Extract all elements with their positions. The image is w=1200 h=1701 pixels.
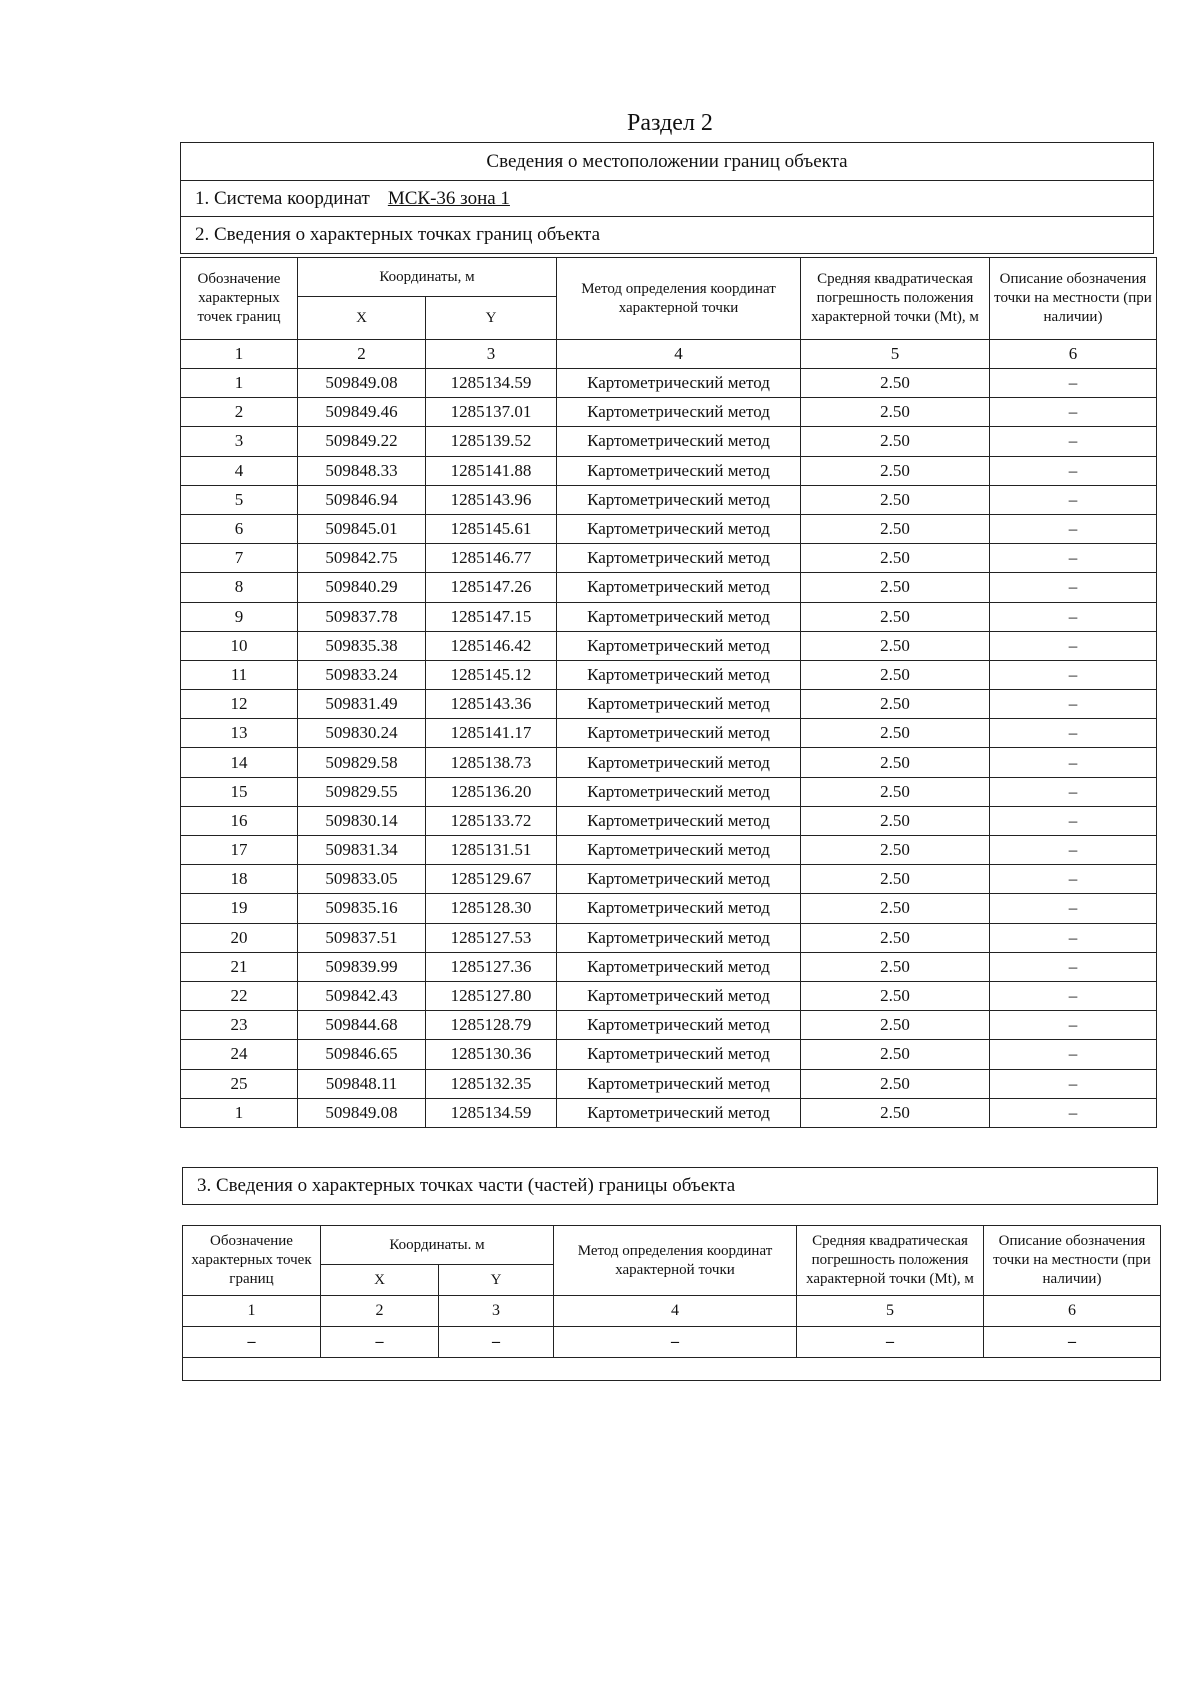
- point-accuracy: 2.50: [801, 602, 990, 631]
- point-accuracy: 2.50: [801, 777, 990, 806]
- table-row: [181, 573, 1157, 602]
- point-x: 509846.94: [298, 485, 426, 514]
- point-accuracy: 2.50: [801, 806, 990, 835]
- parts-col-header-x: X: [321, 1265, 439, 1296]
- point-method: Картометрический метод: [557, 748, 801, 777]
- point-x: 509837.51: [298, 923, 426, 952]
- point-x: 509831.34: [298, 836, 426, 865]
- point-method: Картометрический метод: [557, 865, 801, 894]
- point-x: 509839.99: [298, 952, 426, 981]
- point-x: 509829.55: [298, 777, 426, 806]
- point-method: Картометрический метод: [557, 981, 801, 1010]
- point-y: 1285147.26: [426, 573, 557, 602]
- point-y: 1285143.96: [426, 485, 557, 514]
- point-accuracy: 2.50: [801, 369, 990, 398]
- point-accuracy: 2.50: [801, 894, 990, 923]
- point-method: Картометрический метод: [557, 952, 801, 981]
- point-accuracy: 2.50: [801, 690, 990, 719]
- point-id: 11: [181, 660, 298, 689]
- table-row: [181, 660, 1157, 689]
- point-y: 1285131.51: [426, 836, 557, 865]
- point-method: Картометрический метод: [557, 427, 801, 456]
- point-id: 6: [181, 514, 298, 543]
- col-header-description: Описание обозначения точки на местности (при наличии): [990, 258, 1157, 340]
- parts-col-header-coordinates: Координаты. м: [321, 1226, 554, 1265]
- parts-cell-description: –: [984, 1327, 1161, 1358]
- point-method: Картометрический метод: [557, 456, 801, 485]
- point-id: 1: [181, 369, 298, 398]
- point-method: Картометрический метод: [557, 573, 801, 602]
- point-id: 7: [181, 544, 298, 573]
- parts-cell-method: –: [554, 1327, 797, 1358]
- point-id: 5: [181, 485, 298, 514]
- point-accuracy: 2.50: [801, 748, 990, 777]
- point-id: 22: [181, 981, 298, 1010]
- point-description: –: [990, 427, 1157, 456]
- point-method: Картометрический метод: [557, 631, 801, 660]
- point-id: 1: [181, 1098, 298, 1127]
- point-accuracy: 2.50: [801, 865, 990, 894]
- point-description: –: [990, 719, 1157, 748]
- point-description: –: [990, 865, 1157, 894]
- point-method: Картометрический метод: [557, 1069, 801, 1098]
- point-id: 16: [181, 806, 298, 835]
- point-method: Картометрический метод: [557, 514, 801, 543]
- point-x: 509849.22: [298, 427, 426, 456]
- point-id: 12: [181, 690, 298, 719]
- parts-points-table: [182, 1225, 1161, 1381]
- point-description: –: [990, 602, 1157, 631]
- table-row: [181, 1040, 1157, 1069]
- point-description: –: [990, 777, 1157, 806]
- point-accuracy: 2.50: [801, 981, 990, 1010]
- point-description: –: [990, 369, 1157, 398]
- col-number: 4: [557, 340, 801, 369]
- point-id: 21: [181, 952, 298, 981]
- point-id: 20: [181, 923, 298, 952]
- point-accuracy: 2.50: [801, 456, 990, 485]
- point-method: Картометрический метод: [557, 894, 801, 923]
- point-id: 2: [181, 398, 298, 427]
- point-accuracy: 2.50: [801, 485, 990, 514]
- point-accuracy: 2.50: [801, 719, 990, 748]
- point-method: Картометрический метод: [557, 1040, 801, 1069]
- point-accuracy: 2.50: [801, 1040, 990, 1069]
- point-id: 18: [181, 865, 298, 894]
- parts-col-header-y: Y: [439, 1265, 554, 1296]
- point-id: 14: [181, 748, 298, 777]
- point-x: 509830.14: [298, 806, 426, 835]
- point-x: 509833.05: [298, 865, 426, 894]
- table-row: [181, 602, 1157, 631]
- table-row: [181, 369, 1157, 398]
- point-x: 509849.08: [298, 1098, 426, 1127]
- point-x: 509829.58: [298, 748, 426, 777]
- point-accuracy: 2.50: [801, 1069, 990, 1098]
- points-body: [181, 369, 1157, 1128]
- point-y: 1285141.17: [426, 719, 557, 748]
- table-row: [181, 806, 1157, 835]
- point-x: 509849.08: [298, 369, 426, 398]
- point-y: 1285141.88: [426, 456, 557, 485]
- point-accuracy: 2.50: [801, 631, 990, 660]
- point-accuracy: 2.50: [801, 427, 990, 456]
- table-row: [181, 398, 1157, 427]
- coord-system-label: 1. Система координат: [195, 187, 370, 209]
- point-x: 509848.33: [298, 456, 426, 485]
- table-row: [181, 485, 1157, 514]
- point-description: –: [990, 690, 1157, 719]
- point-x: 509840.29: [298, 573, 426, 602]
- parts-col-number: 5: [797, 1296, 984, 1327]
- point-accuracy: 2.50: [801, 544, 990, 573]
- point-description: –: [990, 952, 1157, 981]
- point-method: Картометрический метод: [557, 1011, 801, 1040]
- parts-col-number: 4: [554, 1296, 797, 1327]
- point-id: 3: [181, 427, 298, 456]
- point-accuracy: 2.50: [801, 952, 990, 981]
- table-row: [181, 514, 1157, 543]
- point-id: 8: [181, 573, 298, 602]
- point-id: 19: [181, 894, 298, 923]
- point-y: 1285136.20: [426, 777, 557, 806]
- point-x: 509830.24: [298, 719, 426, 748]
- point-y: 1285134.59: [426, 1098, 557, 1127]
- point-y: 1285127.36: [426, 952, 557, 981]
- point-description: –: [990, 836, 1157, 865]
- point-y: 1285145.61: [426, 514, 557, 543]
- point-method: Картометрический метод: [557, 398, 801, 427]
- point-accuracy: 2.50: [801, 398, 990, 427]
- point-accuracy: 2.50: [801, 660, 990, 689]
- parts-table-row: [183, 1327, 1161, 1358]
- col-number: 3: [426, 340, 557, 369]
- point-method: Картометрический метод: [557, 690, 801, 719]
- parts-title-table: [182, 1167, 1158, 1205]
- point-method: Картометрический метод: [557, 777, 801, 806]
- point-x: 509849.46: [298, 398, 426, 427]
- point-id: 13: [181, 719, 298, 748]
- parts-col-number: 1: [183, 1296, 321, 1327]
- point-description: –: [990, 631, 1157, 660]
- col-number: 5: [801, 340, 990, 369]
- point-y: 1285132.35: [426, 1069, 557, 1098]
- point-method: Картометрический метод: [557, 923, 801, 952]
- points-section-title: 2. Сведения о характерных точках границ объекта: [181, 217, 1154, 254]
- point-method: Картометрический метод: [557, 806, 801, 835]
- point-method: Картометрический метод: [557, 660, 801, 689]
- point-id: 15: [181, 777, 298, 806]
- point-y: 1285143.36: [426, 690, 557, 719]
- table-row: [181, 748, 1157, 777]
- col-header-y: Y: [426, 297, 557, 340]
- point-x: 509842.75: [298, 544, 426, 573]
- object-boundary-header-table: [180, 142, 1154, 254]
- point-id: 4: [181, 456, 298, 485]
- point-id: 17: [181, 836, 298, 865]
- table-row: [181, 894, 1157, 923]
- point-description: –: [990, 514, 1157, 543]
- parts-cell-y: –: [439, 1327, 554, 1358]
- parts-col-number: 2: [321, 1296, 439, 1327]
- point-x: 509837.78: [298, 602, 426, 631]
- point-description: –: [990, 660, 1157, 689]
- point-description: –: [990, 748, 1157, 777]
- point-accuracy: 2.50: [801, 1011, 990, 1040]
- point-method: Картометрический метод: [557, 1098, 801, 1127]
- point-accuracy: 2.50: [801, 836, 990, 865]
- point-y: 1285128.79: [426, 1011, 557, 1040]
- point-y: 1285147.15: [426, 602, 557, 631]
- point-accuracy: 2.50: [801, 1098, 990, 1127]
- table-row: [181, 719, 1157, 748]
- parts-cell-id: –: [183, 1327, 321, 1358]
- point-y: 1285146.42: [426, 631, 557, 660]
- parts-col-header-method: Метод определения координат характерной точки: [554, 1226, 797, 1296]
- point-id: 25: [181, 1069, 298, 1098]
- section-title: Раздел 2: [627, 110, 713, 136]
- point-y: 1285133.72: [426, 806, 557, 835]
- point-x: 509842.43: [298, 981, 426, 1010]
- col-number: 6: [990, 340, 1157, 369]
- col-header-x: X: [298, 297, 426, 340]
- point-method: Картометрический метод: [557, 485, 801, 514]
- point-id: 9: [181, 602, 298, 631]
- point-description: –: [990, 806, 1157, 835]
- point-y: 1285134.59: [426, 369, 557, 398]
- point-description: –: [990, 894, 1157, 923]
- point-id: 24: [181, 1040, 298, 1069]
- col-header-designation: Обозначение характерных точек границ: [181, 258, 298, 340]
- coord-system-value: МСК-36 зона 1: [387, 187, 510, 209]
- parts-empty-row: [183, 1358, 1161, 1381]
- point-y: 1285146.77: [426, 544, 557, 573]
- table-row: [181, 1069, 1157, 1098]
- point-description: –: [990, 456, 1157, 485]
- point-y: 1285129.67: [426, 865, 557, 894]
- table-row: [181, 427, 1157, 456]
- point-x: 509835.16: [298, 894, 426, 923]
- table-row: [181, 836, 1157, 865]
- parts-col-header-designation: Обозначение характерных точек границ: [183, 1226, 321, 1296]
- point-accuracy: 2.50: [801, 573, 990, 602]
- col-header-method: Метод определения координат характерной точки: [557, 258, 801, 340]
- parts-col-number: 3: [439, 1296, 554, 1327]
- point-description: –: [990, 573, 1157, 602]
- table-row: [181, 544, 1157, 573]
- parts-cell-x: –: [321, 1327, 439, 1358]
- point-y: 1285139.52: [426, 427, 557, 456]
- table-row: [181, 631, 1157, 660]
- point-description: –: [990, 398, 1157, 427]
- table-row: [181, 777, 1157, 806]
- table-row: [181, 1098, 1157, 1127]
- point-description: –: [990, 485, 1157, 514]
- parts-col-header-accuracy: Средняя квадратическая погрешность положения характерной точки (Mt), м: [797, 1226, 984, 1296]
- point-y: 1285145.12: [426, 660, 557, 689]
- coord-system-row: [181, 181, 1154, 217]
- point-y: 1285127.80: [426, 981, 557, 1010]
- parts-section-title: 3. Сведения о характерных точках части (частей) границы объекта: [183, 1168, 1158, 1205]
- point-description: –: [990, 1011, 1157, 1040]
- table-row: [181, 1011, 1157, 1040]
- point-id: 10: [181, 631, 298, 660]
- point-description: –: [990, 1040, 1157, 1069]
- point-method: Картометрический метод: [557, 719, 801, 748]
- point-x: 509833.24: [298, 660, 426, 689]
- col-number: 2: [298, 340, 426, 369]
- point-id: 23: [181, 1011, 298, 1040]
- point-method: Картометрический метод: [557, 544, 801, 573]
- col-number: 1: [181, 340, 298, 369]
- point-accuracy: 2.50: [801, 923, 990, 952]
- point-x: 509831.49: [298, 690, 426, 719]
- parts-cell-accuracy: –: [797, 1327, 984, 1358]
- point-x: 509846.65: [298, 1040, 426, 1069]
- boundary-points-table: [180, 257, 1157, 1128]
- point-description: –: [990, 981, 1157, 1010]
- point-y: 1285130.36: [426, 1040, 557, 1069]
- table-row: [181, 923, 1157, 952]
- table-row: [181, 456, 1157, 485]
- col-header-accuracy: Средняя квадратическая погрешность положения характерной точки (Mt), м: [801, 258, 990, 340]
- point-y: 1285137.01: [426, 398, 557, 427]
- point-method: Картометрический метод: [557, 836, 801, 865]
- parts-col-number: 6: [984, 1296, 1161, 1327]
- point-description: –: [990, 923, 1157, 952]
- point-accuracy: 2.50: [801, 514, 990, 543]
- point-x: 509845.01: [298, 514, 426, 543]
- table-row: [181, 952, 1157, 981]
- point-y: 1285138.73: [426, 748, 557, 777]
- point-x: 509835.38: [298, 631, 426, 660]
- table-row: [181, 981, 1157, 1010]
- col-header-coordinates: Координаты, м: [298, 258, 557, 297]
- table-row: [181, 690, 1157, 719]
- point-x: 509848.11: [298, 1069, 426, 1098]
- point-description: –: [990, 1069, 1157, 1098]
- parts-col-header-description: Описание обозначения точки на местности (при наличии): [984, 1226, 1161, 1296]
- point-description: –: [990, 544, 1157, 573]
- point-method: Картометрический метод: [557, 602, 801, 631]
- point-y: 1285128.30: [426, 894, 557, 923]
- point-description: –: [990, 1098, 1157, 1127]
- point-x: 509844.68: [298, 1011, 426, 1040]
- point-method: Картометрический метод: [557, 369, 801, 398]
- point-y: 1285127.53: [426, 923, 557, 952]
- boundary-info-title: Сведения о местоположении границ объекта: [181, 143, 1154, 181]
- table-row: [181, 865, 1157, 894]
